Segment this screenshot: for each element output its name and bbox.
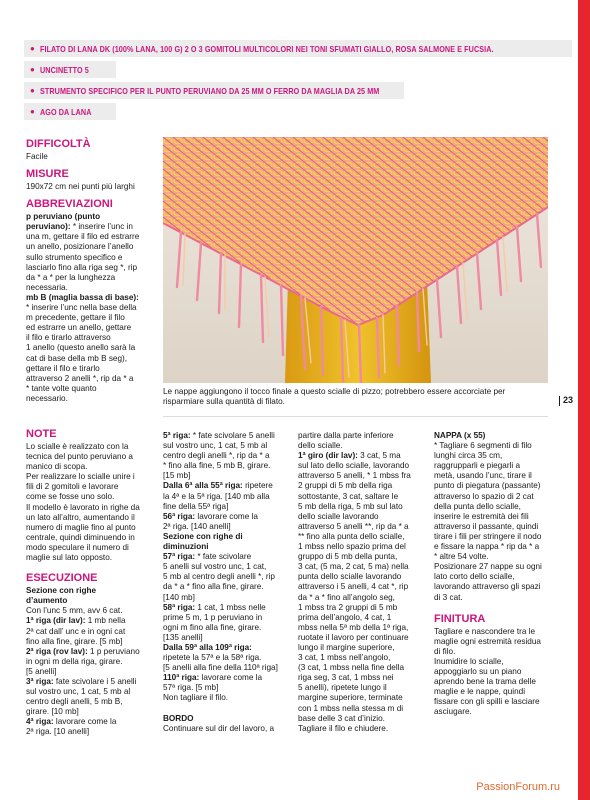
- text-line: necessaria.: [26, 282, 68, 292]
- text-line: * inserire l’unc nella base della: [26, 303, 137, 313]
- note-body: [26, 442, 158, 563]
- text-line: Continuare sul dir del lavoro, a: [163, 723, 275, 733]
- text-line: 1ª riga (dir lav): 1 mb nella: [26, 616, 126, 626]
- text-line: partire dalla parte inferiore: [298, 431, 394, 440]
- text-line: 5 anelli), ripetete lungo il: [298, 683, 387, 693]
- text-line: * fino alla fine, 5 mb B, girare.: [163, 461, 271, 471]
- text-line: gruppo di 5 mb della punta,: [298, 552, 398, 562]
- text-line: sul lato dello scialle, lavorando: [298, 461, 410, 471]
- text-line: 5ª riga: * fate scivolare 5 anelli: [163, 431, 275, 440]
- text-line: da * a * per la lunghezza: [26, 272, 116, 282]
- text-line: ed estrarre un anello, gettare: [26, 323, 132, 333]
- text-line: d’aumento: [26, 596, 68, 606]
- text-line: 5 mb al centro degli anelli *, rip: [163, 572, 275, 582]
- text-line: dello scialle lavorando: [298, 511, 379, 521]
- text-line: raggrupparli e piegarli a: [434, 461, 521, 471]
- text-line: Tagliare e nascondere tra le: [434, 626, 536, 636]
- column-3-body: [298, 431, 430, 734]
- text-line: tecnica del punto peruviano a: [26, 452, 133, 462]
- text-line: 1 mbss nello spazio prima del: [298, 542, 406, 552]
- text-line: ripetete la 57ª e la 58ª riga.: [163, 653, 262, 663]
- text-line: modo speculare il numero di: [26, 542, 129, 552]
- text-line: sul vostro unc, 1 cat, 5 mb al: [163, 441, 268, 451]
- text-line: margine superiore, terminate: [298, 693, 403, 703]
- text-line: Con l’unc 5 mm, avv 6 cat.: [26, 606, 123, 616]
- text-line: lasciarlo fino alla riga seg *, rip: [26, 262, 138, 272]
- text-line: 2ª riga. [10 anelli]: [26, 727, 90, 737]
- text-line: 1ª giro (dir lav): 3 cat, 5 ma: [298, 451, 401, 461]
- text-line: sullo strumento specifico e: [26, 252, 123, 262]
- text-line: e fissare la nappa * rip da * a: [434, 542, 540, 552]
- bullet-icon: ●: [30, 106, 35, 116]
- text-line: Per realizzare lo scialle unire i: [26, 472, 135, 482]
- nappa-body: [434, 441, 569, 603]
- text-line: maglie e le nappe, quindi: [434, 687, 526, 697]
- text-line: cat di base della mb B seg),: [26, 353, 128, 363]
- text-line: prime 5 m, 1 p peruviano in: [163, 612, 263, 622]
- text-line: Sezione con righe di: [163, 531, 243, 541]
- text-line: Dalla 6ª alla 55ª riga: ripetere: [163, 481, 273, 491]
- text-line: Posizionare 27 nappe su ogni: [434, 562, 542, 572]
- text-line: metà, usando l’unc, tirare il: [434, 471, 532, 481]
- text-line: BORDO: [163, 713, 194, 723]
- text-line: Inumidire lo scialle,: [434, 656, 504, 666]
- note-heading: NOTE: [26, 428, 57, 440]
- text-line: lunghi circa 35 cm,: [434, 451, 503, 461]
- text-line: attraverso 5 anelli **, rip da * a: [298, 521, 409, 531]
- material-item: ● STRUMENTO SPECIFICO PER IL PUNTO PERUVIANO DA 25 MM O FERRO DA MAGLIA DA 25 MM: [24, 82, 404, 99]
- bullet-icon: ●: [30, 64, 35, 74]
- text-line: maglie sul lato opposto.: [26, 553, 113, 563]
- text-line: attraverso 5 anelli, * 1 mbss fra: [298, 471, 411, 481]
- text-line: centrale, quindi diminuendo in: [26, 532, 135, 542]
- text-line: Il modello è lavorato in righe da: [26, 502, 140, 512]
- text-line: un anello, posizionare l’anello: [26, 242, 134, 252]
- text-line: prima dell’angolo, 4 cat, 1: [298, 612, 392, 622]
- text-line: Tagliare il filo e chiudere.: [298, 723, 389, 733]
- photo-caption: Le nappe aggiungono il tocco finale a questo scialle di pizzo; potrebbero essere accorciate per risparmiare sulla quantità di filato.: [163, 387, 506, 407]
- text-line: fili di 2 gomitoli e lavorare: [26, 482, 119, 492]
- column-2: [163, 431, 295, 734]
- text-line: mbss nella 5ª mb della 1ª riga,: [298, 622, 409, 632]
- text-line: la 4ª e la 5ª riga. [140 mb alla: [163, 491, 270, 501]
- text-line: asciugare.: [434, 707, 472, 717]
- difficolta-value: Facile: [26, 152, 48, 161]
- material-item: ● AGO DA LANA: [24, 103, 116, 120]
- text-line: m precedente, gettare il filo: [26, 313, 125, 323]
- text-line: 5 anelli sul vostro unc, 1 cat,: [163, 562, 267, 572]
- text-line: [163, 704, 295, 714]
- text-line: 2 gruppi di 5 mb della riga: [298, 481, 393, 491]
- text-line: attraverso 2 anelli *, rip da * a: [26, 373, 134, 383]
- text-line: sottostante, 3 cat, saltare le: [298, 491, 399, 501]
- misure-value: 190x72 cm nei punti più larghi: [26, 182, 135, 192]
- text-line: p peruviano (punto: [26, 212, 101, 222]
- text-line: peruviano): * inserire l’unc in: [26, 222, 133, 232]
- text-line: 3ª riga: fate scivolare i 5 anelli: [26, 676, 137, 686]
- text-line: mb B (maglia bassa di base):: [26, 292, 139, 302]
- text-line: 1 anello (questo anello sarà la: [26, 343, 136, 353]
- esecuzione-body: [26, 586, 158, 737]
- text-line: Lo scialle è realizzato con la: [26, 442, 129, 451]
- text-line: ogni m fino alla fine, girare.: [163, 622, 262, 632]
- abbreviazioni-body: [26, 212, 158, 404]
- text-line: * Tagliare 6 segmenti di filo: [434, 441, 532, 451]
- text-line: centro degli anelli *, rip da * a: [163, 451, 270, 461]
- text-line: gettare il filo e tirarlo: [26, 363, 100, 373]
- text-line: 1 mbss tra 2 gruppi di 5 mb: [298, 602, 398, 612]
- nappa-heading: NAPPA (x 55): [434, 431, 486, 440]
- text-line: una m, gettare il filo ed estrarre: [26, 232, 140, 242]
- text-line: fine della 55ª riga]: [163, 501, 229, 511]
- finitura-heading: FINITURA: [434, 612, 486, 625]
- text-line: ruotate il lavoro per continuare: [298, 632, 409, 642]
- text-line: Sezione con righe: [26, 586, 97, 596]
- misure-heading: MISURE: [26, 168, 69, 181]
- page-number-text: 23: [563, 395, 574, 405]
- text-line: 2ª riga. [140 anelli]: [163, 521, 231, 531]
- text-line: di 3 cat.: [434, 592, 463, 602]
- watermark: PassionForum.ru: [476, 781, 560, 793]
- text-line: 3 cat, (5 ma, 2 cat, 5 ma) nella: [298, 562, 409, 572]
- text-line: [140 mb]: [163, 592, 195, 602]
- page-number-divider: [559, 396, 560, 406]
- column-1: [26, 428, 158, 738]
- text-line: 57ª riga. [5 mb]: [163, 683, 219, 693]
- text-line: * tante volte quanto: [26, 383, 97, 393]
- text-line: punta dello scialle lavorando: [298, 572, 402, 582]
- text-line: come se fosse uno solo.: [26, 492, 115, 502]
- text-line: * altre 54 volte.: [434, 552, 489, 562]
- text-line: attraverso il passante, quindi: [434, 521, 539, 531]
- text-line: 3 cat, 1 mbss nell’angolo,: [298, 653, 391, 663]
- text-line: Dalla 59ª alla 109ª riga:: [163, 642, 252, 652]
- text-line: attraverso lo spazio di 2 cat: [434, 491, 534, 501]
- esecuzione-heading: ESECUZIONE: [26, 572, 98, 585]
- text-line: tirare i fili per stringere il nodo: [434, 531, 542, 541]
- text-line: 5 mb della riga, 5 mb sul lato: [298, 501, 403, 511]
- material-item: ● FILATO DI LANA DK (100% LANA, 100 G) 2 O 3 GOMITOLI MULTICOLORI NEI TONI SFUMATI GIALLO, ROSA SALMONE E FUCSIA.: [24, 40, 572, 57]
- text-line: 2ª cat dall’ unc e in ogni cat: [26, 626, 126, 636]
- text-line: Non tagliare il filo.: [163, 693, 229, 703]
- abbreviazioni-heading: ABBREVIAZIONI: [26, 198, 113, 211]
- text-line: 56ª riga: lavorare come la: [163, 511, 258, 521]
- text-line: attraverso i 5 anelli, 4 cat *, rip: [298, 582, 409, 592]
- text-line: [5 anelli alla fine della 110ª riga]: [163, 663, 278, 673]
- finitura-body: [434, 627, 569, 718]
- text-line: da * a * fino all’angolo seg,: [298, 592, 395, 602]
- text-line: (3 cat, 1 mbss nella fine della: [298, 663, 405, 673]
- left-column: [26, 134, 158, 404]
- text-line: 4ª riga: lavorare come la: [26, 717, 117, 727]
- text-line: da * a * fino alla fine, girare.: [163, 582, 264, 592]
- text-line: maglie ogni estremità residua: [434, 636, 541, 646]
- text-line: dello scialle.: [298, 441, 343, 451]
- text-line: un lato all’altro, aumentando il: [26, 512, 135, 522]
- text-line: 2ª riga (rov lav): 1 p peruviano: [26, 646, 140, 656]
- text-line: lungo il margine superiore,: [298, 642, 395, 652]
- text-line: diminuzioni: [163, 542, 209, 552]
- text-line: necessario.: [26, 393, 68, 403]
- text-line: in ogni m della riga, girare.: [26, 656, 123, 666]
- text-line: manico di scopa.: [26, 462, 88, 472]
- bullet-icon: ●: [30, 43, 35, 53]
- text-line: di filo.: [434, 646, 456, 656]
- text-line: lato corto dello scialle,: [434, 572, 515, 582]
- text-line: sul vostro unc, 1 cat, 5 mb al: [26, 687, 131, 697]
- materials-list: [24, 40, 572, 124]
- text-line: centro degli anelli, 5 mb B,: [26, 697, 123, 707]
- text-line: appoggiarlo su un piano: [434, 666, 522, 676]
- shawl-photo: [163, 137, 548, 383]
- text-line: girare. [10 mb]: [26, 707, 79, 717]
- text-line: 57ª riga: * fate scivolare: [163, 552, 252, 562]
- column-4: [434, 431, 569, 717]
- text-line: numero di maglie fino al punto: [26, 522, 136, 532]
- text-line: inserire le estremità dei fili: [434, 511, 529, 521]
- text-line: base delle 3 cat d’inizio.: [298, 713, 385, 723]
- text-line: ** fino alla punta dello scialle,: [298, 531, 405, 541]
- text-line: riga seg, 3 cat, 1 mbss nei: [298, 673, 394, 683]
- text-line: [15 mb]: [163, 471, 191, 481]
- column-2-body: [163, 431, 295, 734]
- page-number: [559, 395, 573, 406]
- text-line: 58ª riga: 1 cat, 1 mbss nelle: [163, 602, 266, 612]
- text-line: il filo e tirarlo attraverso: [26, 333, 111, 343]
- material-item: ● UNCINETTO 5: [24, 61, 116, 78]
- text-line: fino alla fine, girare. [5 mb]: [26, 636, 123, 646]
- difficolta-heading: DIFFICOLTÀ: [26, 138, 91, 150]
- text-line: lavorando attraverso gli spazi: [434, 582, 541, 592]
- bullet-icon: ●: [30, 85, 35, 95]
- text-line: con 1 mbss nella stessa m di: [298, 703, 404, 713]
- text-line: fissare con gli spilli e lasciare: [434, 697, 540, 707]
- text-line: aprendo bene la trama delle: [434, 677, 536, 687]
- text-line: [5 anelli]: [26, 666, 57, 676]
- text-line: punto di piegatura (passante): [434, 481, 541, 491]
- column-3: [298, 431, 430, 734]
- caption-divider: [163, 416, 548, 417]
- text-line: 110ª riga: lavorare come la: [163, 673, 263, 683]
- text-line: [135 anelli]: [163, 632, 203, 642]
- text-line: della punta dello scialle,: [434, 501, 521, 511]
